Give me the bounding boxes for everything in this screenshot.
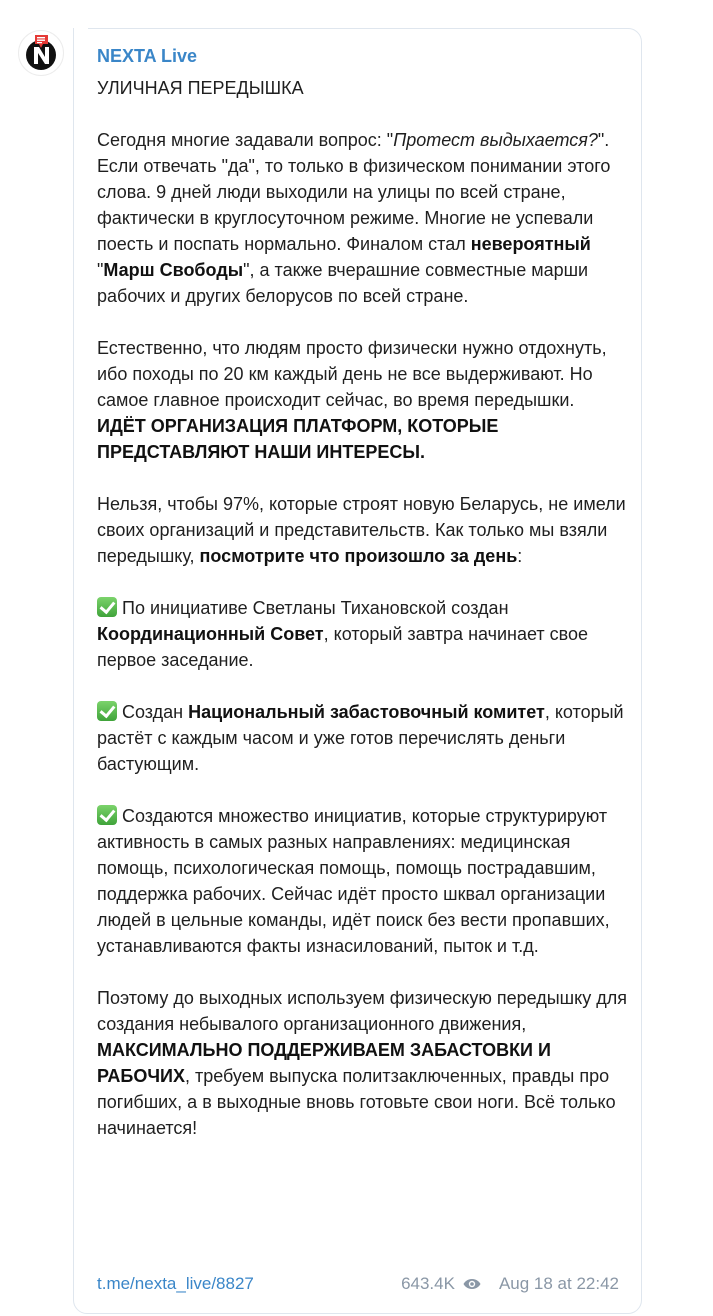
post-title: УЛИЧНАЯ ПЕРЕДЫШКА <box>97 78 304 98</box>
message-meta <box>401 1274 619 1294</box>
paragraph-2: Естественно, что людям просто физически нужно отдохнуть, ибо походы по 20 км каждый день не все выдерживают. Но самое главное происходит сейчас, во время передышки. ИДЁТ ОРГАНИЗАЦИЯ ПЛАТФОРМ, КОТОРЫЕ ПРЕДСТАВЛЯЮТ НАШИ ИНТЕРЕСЫ. <box>97 338 607 462</box>
check-mark-icon <box>97 805 117 825</box>
paragraph-6: Создаются множество инициатив, которые структурируют активность в самых разных направлениях: медицинская помощь, психологическая помощь, помощь пострадавшим, поддержка рабочих. Сейчас идёт просто шквал организации людей в цельные команды, идёт поиск без вести пропавших, устанавливаются факты изнасилований, пыток и т.д. <box>97 806 610 956</box>
paragraph-5: Создан Национальный забастовочный комитет, который растёт с каждым часом и уже готов перечислять деньги бастующим. <box>97 702 624 774</box>
nexta-logo-icon <box>19 31 63 75</box>
paragraph-3: Нельзя, чтобы 97%, которые строят новую Беларусь, не имели своих организаций и представительств. Как только мы взяли передышку, посмотрите что произошло за день: <box>97 494 626 566</box>
check-mark-icon <box>97 701 117 721</box>
post-link[interactable]: t.me/nexta_live/8827 <box>97 1274 254 1293</box>
eye-icon <box>463 1278 481 1290</box>
message-bubble <box>73 28 642 1314</box>
channel-name-link[interactable]: NEXTA Live <box>97 46 198 66</box>
message-text <box>97 75 627 1141</box>
view-count: 643.4K <box>401 1274 455 1293</box>
paragraph-1: Сегодня многие задавали вопрос: "Протест выдыхается?". Если отвечать "да", то только в физическом понимании этого слова. 9 дней люди выходили на улицы по всей стране, фактически в круглосуточном режиме. Многие не успевали поесть и поспать нормально. Финалом стал невероятный "Марш Свободы", а также вчерашние совместные марши рабочих и других белорусов по всей стране. <box>97 130 611 306</box>
message-footer <box>97 1271 619 1297</box>
post-date[interactable]: Aug 18 at 22:42 <box>498 1274 619 1293</box>
check-mark-icon <box>97 597 117 617</box>
paragraph-4: По инициативе Светланы Тихановской создан Координационный Совет, который завтра начинает свое первое заседание. <box>97 598 589 670</box>
channel-avatar[interactable] <box>18 30 64 76</box>
paragraph-7: Поэтому до выходных используем физическую передышку для создания небывалого организационного движения, МАКСИМАЛЬНО ПОДДЕРЖИВАЕМ ЗАБАСТОВКИ И РАБОЧИХ, требуем выпуска политзаключенных, правды про погибших, а в выходные вновь готовьте свои ноги. Всё только начинается! <box>97 988 627 1138</box>
